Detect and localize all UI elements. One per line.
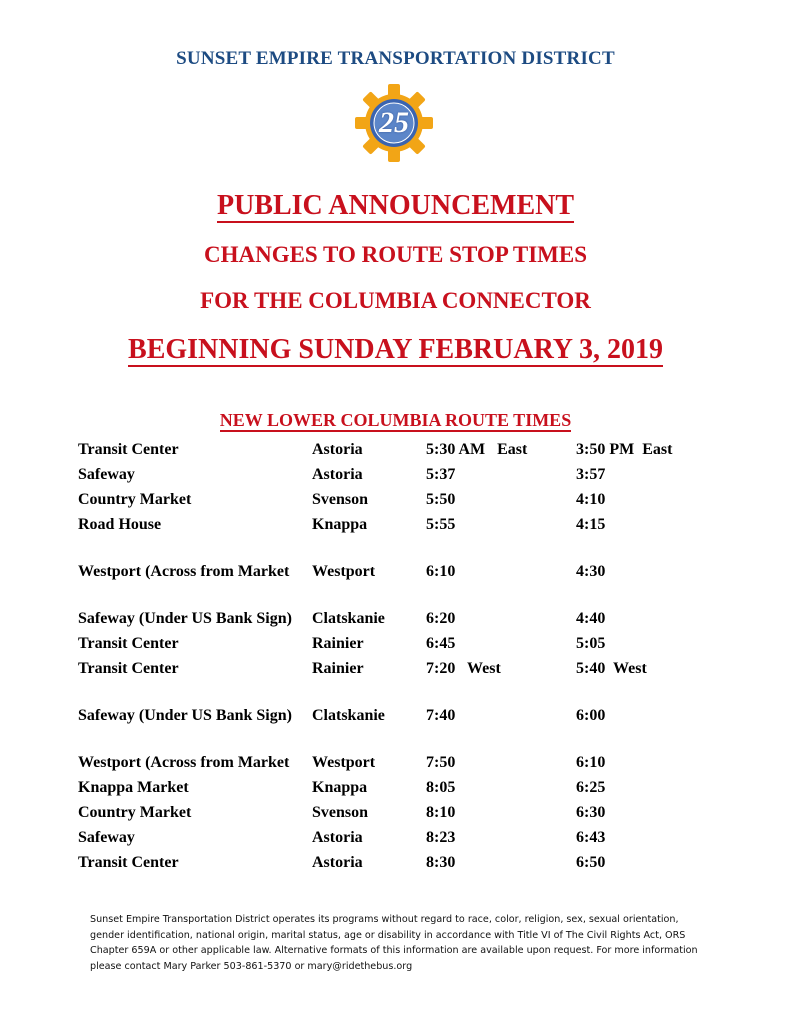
afternoon-time: 6:10 xyxy=(576,754,606,771)
stop-city: Rainier xyxy=(312,635,364,652)
stop-city: Westport xyxy=(312,563,376,580)
morning-time: 7:40 xyxy=(426,707,456,724)
stop-city: Astoria xyxy=(312,441,363,458)
stop-name: Safeway (Under US Bank Sign) xyxy=(78,707,292,724)
morning-time: 6:10 xyxy=(426,563,456,580)
morning-time: 8:30 xyxy=(426,854,456,871)
morning-time: 5:37 xyxy=(426,466,456,483)
afternoon-time: 3:50 PM East xyxy=(576,441,673,458)
changes-heading: CHANGES TO ROUTE STOP TIMES xyxy=(203,242,588,267)
stop-name: Transit Center xyxy=(78,635,179,652)
stop-name: Country Market xyxy=(78,491,192,508)
schedule-title: NEW LOWER COLUMBIA ROUTE TIMES xyxy=(219,410,572,430)
stop-city: Svenson xyxy=(312,804,369,821)
afternoon-time: 5:05 xyxy=(576,635,606,652)
schedule-table xyxy=(78,436,746,874)
morning-time: 6:45 xyxy=(426,635,456,652)
morning-time: 8:23 xyxy=(426,829,456,846)
stop-name: Safeway xyxy=(78,829,135,846)
schedule-row xyxy=(78,680,746,727)
afternoon-time: 6:43 xyxy=(576,829,606,846)
afternoon-time: 6:30 xyxy=(576,804,606,821)
stop-city: Astoria xyxy=(312,829,363,846)
stop-name: Road House xyxy=(78,516,162,533)
schedule-row xyxy=(78,849,746,874)
schedule-row xyxy=(78,655,746,680)
stop-city: Westport xyxy=(312,754,376,771)
afternoon-time: 4:40 xyxy=(576,610,606,627)
morning-time: 7:20 West xyxy=(426,660,501,677)
afternoon-time: 4:15 xyxy=(576,516,606,533)
stop-city: Clatskanie xyxy=(312,610,385,627)
organization-title: SUNSET EMPIRE TRANSPORTATION DISTRICT xyxy=(176,48,615,69)
logo-number: 25 xyxy=(379,106,409,139)
schedule-row xyxy=(78,583,746,630)
stop-name: Westport (Across from Market xyxy=(78,754,290,771)
stop-city: Rainier xyxy=(312,660,364,677)
afternoon-time: 3:57 xyxy=(576,466,606,483)
stop-name: Transit Center xyxy=(78,854,179,871)
schedule-row xyxy=(78,461,746,486)
morning-time: 8:05 xyxy=(426,779,456,796)
schedule-row xyxy=(78,824,746,849)
schedule-row xyxy=(78,486,746,511)
stop-name: Transit Center xyxy=(78,660,179,677)
morning-time: 8:10 xyxy=(426,804,456,821)
schedule-row xyxy=(78,536,746,583)
route-heading: FOR THE COLUMBIA CONNECTOR xyxy=(200,288,591,313)
stop-city: Astoria xyxy=(312,854,363,871)
nondiscrimination-notice: Sunset Empire Transportation District operates its programs without regard to race, color, religion, sex, sexual orientation, gender identification, national origin, marital status, age or disability in accordance with Title VI of The Civil Rights Act, ORS Chapter 659A or other applicable law. Alternative formats of this information are available upon request. For more information please contact Mary Parker 503-861-5370 or mary@ridethebus.org xyxy=(90,914,698,972)
announcement-heading: PUBLIC ANNOUNCEMENT xyxy=(216,190,575,221)
afternoon-time: 4:30 xyxy=(576,563,606,580)
stop-city: Knappa xyxy=(312,516,368,533)
stop-city: Svenson xyxy=(312,491,369,508)
morning-time: 5:30 AM East xyxy=(426,441,528,458)
afternoon-time: 5:40 West xyxy=(576,660,647,677)
stop-name: Country Market xyxy=(78,804,192,821)
afternoon-time: 6:50 xyxy=(576,854,606,871)
schedule-row xyxy=(78,727,746,774)
start-date-heading: BEGINNING SUNDAY FEBRUARY 3, 2019 xyxy=(128,334,663,365)
afternoon-time: 6:00 xyxy=(576,707,606,724)
schedule-row xyxy=(78,774,746,799)
schedule-row xyxy=(78,799,746,824)
morning-time: 6:20 xyxy=(426,610,456,627)
schedule-row xyxy=(78,436,746,461)
stop-name: Westport (Across from Market xyxy=(78,563,290,580)
stop-city: Astoria xyxy=(312,466,363,483)
afternoon-time: 4:10 xyxy=(576,491,606,508)
afternoon-time: 6:25 xyxy=(576,779,606,796)
stop-city: Knappa xyxy=(312,779,368,796)
morning-time: 5:55 xyxy=(426,516,456,533)
district-logo xyxy=(355,84,433,162)
schedule-row xyxy=(78,511,746,536)
stop-city: Clatskanie xyxy=(312,707,385,724)
stop-name: Transit Center xyxy=(78,441,179,458)
stop-name: Safeway (Under US Bank Sign) xyxy=(78,610,292,627)
stop-name: Safeway xyxy=(78,466,135,483)
morning-time: 5:50 xyxy=(426,491,456,508)
stop-name: Knappa Market xyxy=(78,779,189,796)
morning-time: 7:50 xyxy=(426,754,456,771)
schedule-row xyxy=(78,630,746,655)
